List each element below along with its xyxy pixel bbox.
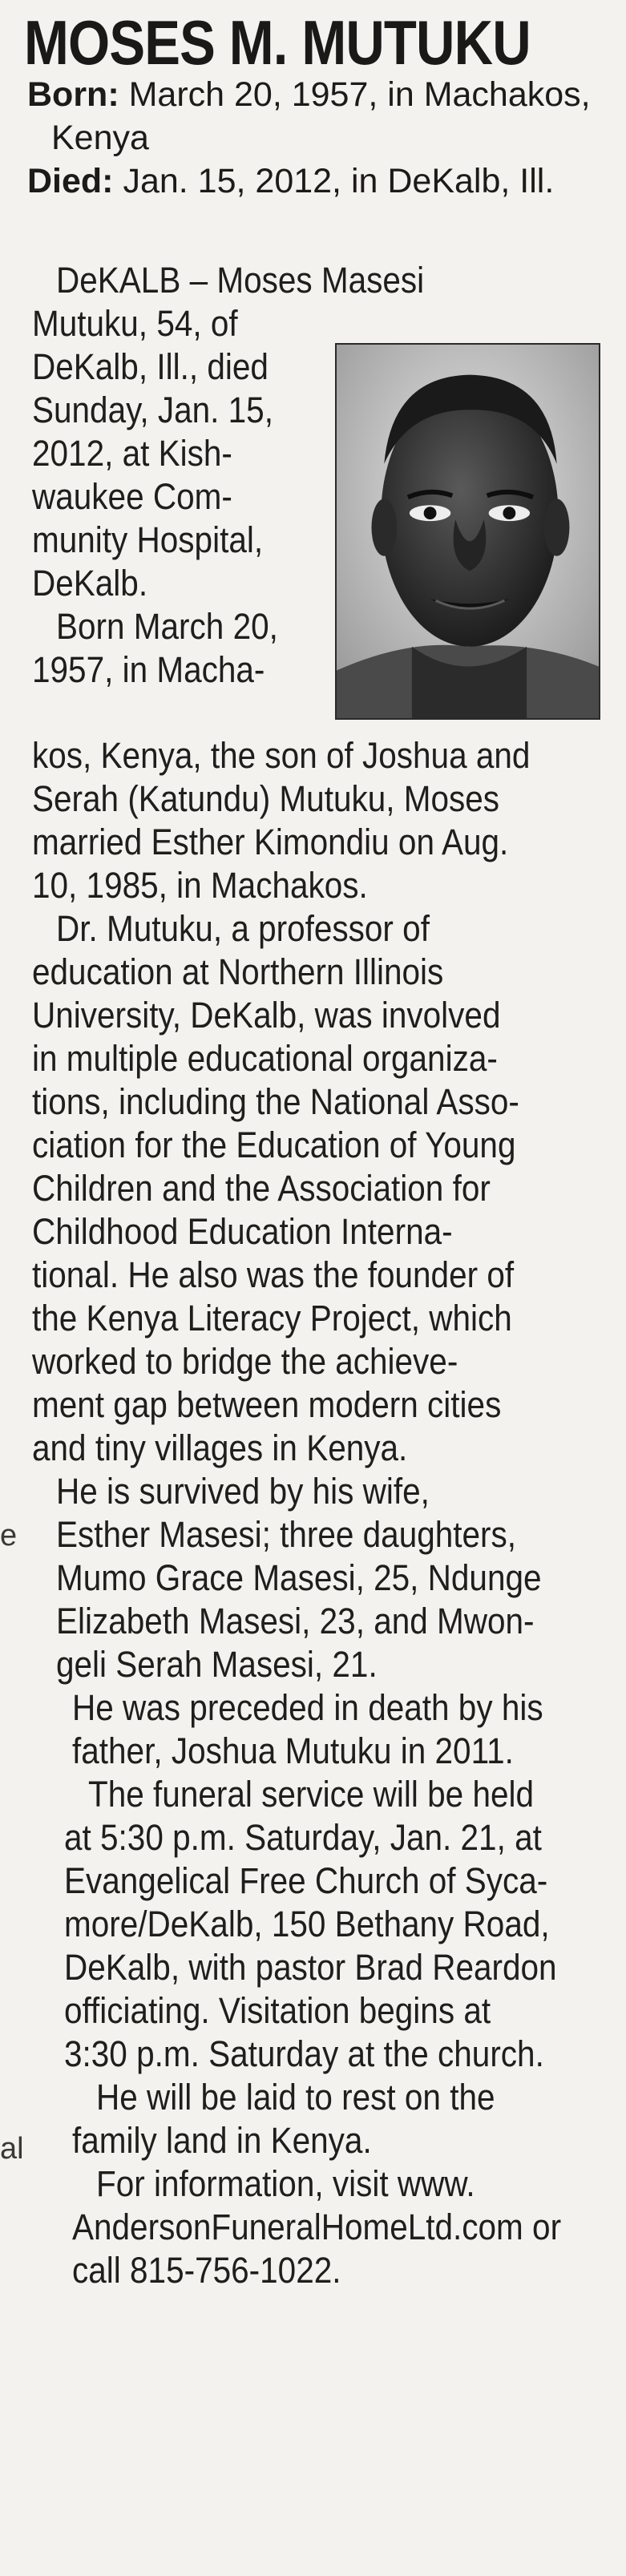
body-line: call 815-756-1022. (72, 2250, 341, 2291)
body-line: kos, Kenya, the son of Joshua and (32, 735, 531, 776)
born-value: March 20, 1957, in Machakos, (128, 75, 591, 114)
body-line: He was preceded in death by his (72, 1687, 543, 1728)
body-line: in multiple educational organiza- (32, 1038, 498, 1079)
body-line: family land in Kenya. (72, 2120, 372, 2161)
body-line: at 5:30 p.m. Saturday, Jan. 21, at (64, 1817, 542, 1858)
died-line (27, 160, 554, 202)
body-line: He is survived by his wife, (56, 1471, 430, 1512)
born-label: Born: (27, 75, 119, 114)
obituary-headline: MOSES M. MUTUKU (24, 7, 531, 78)
portrait-photo (335, 343, 600, 720)
body-line: 1957, in Macha- (32, 649, 265, 690)
body-line: Children and the Association for (32, 1168, 491, 1209)
body-line: Elizabeth Masesi, 23, and Mwon- (56, 1601, 535, 1641)
portrait-image (337, 345, 599, 718)
body-line: more/DeKalb, 150 Bethany Road, (64, 1904, 550, 1944)
body-line: 2012, at Kish- (32, 433, 232, 474)
body-line: ciation for the Education of Young (32, 1124, 516, 1165)
body-line: tional. He also was the founder of (32, 1254, 515, 1295)
body-line: geli Serah Masesi, 21. (56, 1644, 378, 1685)
body-line: He will be laid to rest on the (96, 2077, 495, 2118)
born-line-2: Kenya (51, 119, 149, 157)
body-line: Mutuku, 54, of (32, 303, 238, 344)
body-line: father, Joshua Mutuku in 2011. (72, 1730, 514, 1771)
body-line: officiating. Visitation begins at (64, 1990, 491, 2031)
body-line: For information, visit www. (96, 2163, 475, 2204)
body-line: waukee Com- (32, 476, 232, 517)
adjacent-column-bleed-al: al (0, 2132, 24, 2166)
body-line: DeKalb, Ill., died (32, 346, 269, 387)
body-line: DeKalb. (32, 563, 148, 604)
died-value: Jan. 15, 2012, in DeKalb, Ill. (123, 162, 555, 200)
body-line: DeKALB – Moses Masesi (56, 260, 425, 301)
body-line: Sunday, Jan. 15, (32, 390, 273, 430)
body-line: ment gap between modern cities (32, 1384, 502, 1425)
born-line (27, 74, 591, 115)
body-line: married Esther Kimondiu on Aug. (32, 822, 509, 862)
body-line: and tiny villages in Kenya. (32, 1427, 408, 1468)
body-line: Childhood Education Interna- (32, 1211, 453, 1252)
body-line: Born March 20, (56, 606, 278, 647)
body-line: Dr. Mutuku, a professor of (56, 908, 430, 949)
died-label: Died: (27, 162, 114, 200)
body-line: 10, 1985, in Machakos. (32, 865, 368, 906)
body-line: Esther Masesi; three daughters, (56, 1514, 517, 1555)
body-line: 3:30 p.m. Saturday at the church. (64, 2033, 544, 2074)
body-line: Serah (Katundu) Mutuku, Moses (32, 778, 500, 819)
body-line: University, DeKalb, was involved (32, 995, 501, 1036)
adjacent-column-bleed-e: e (0, 1519, 18, 1552)
body-line: worked to bridge the achieve- (32, 1341, 458, 1382)
body-line: Mumo Grace Masesi, 25, Ndunge (56, 1557, 542, 1598)
body-line: munity Hospital, (32, 519, 264, 560)
body-line: The funeral service will be held (88, 1774, 535, 1815)
body-line: the Kenya Literacy Project, which (32, 1298, 512, 1338)
body-line: AndersonFuneralHomeLtd.com or (72, 2207, 562, 2247)
body-line: Evangelical Free Church of Syca- (64, 1860, 548, 1901)
body-line: education at Northern Illinois (32, 951, 444, 992)
body-line: tions, including the National Asso- (32, 1081, 519, 1122)
body-line: DeKalb, with pastor Brad Reardon (64, 1947, 557, 1988)
